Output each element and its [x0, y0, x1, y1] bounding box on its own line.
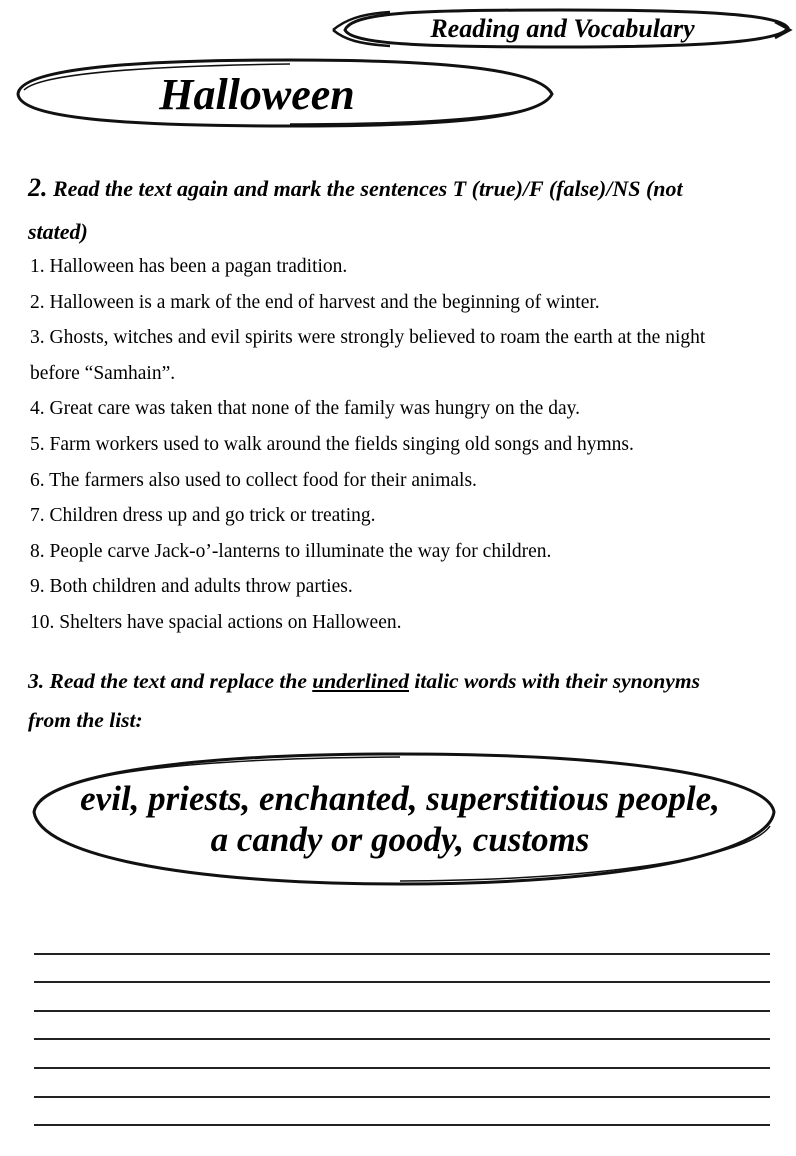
- word-bank-line1: evil, priests, enchanted, superstitious people,: [80, 779, 720, 818]
- statement-list: [30, 249, 780, 641]
- answer-line[interactable]: [34, 1069, 770, 1098]
- answer-line[interactable]: [34, 955, 770, 984]
- answer-line[interactable]: [34, 983, 770, 1012]
- statement-item: 6. The farmers also used to collect food for their animals.: [30, 469, 477, 491]
- task3-heading-underlined: underlined: [312, 669, 410, 693]
- word-bank-line2: a candy or goody, customs: [210, 820, 590, 859]
- statement-item: 9. Both children and adults throw parties.: [30, 576, 353, 598]
- statement-item: 10. Shelters have spacial actions on Halloween.: [30, 611, 402, 633]
- task2-heading-line1: Read the text again and mark the sentences T (true)/F (false)/NS (not: [53, 176, 683, 201]
- statement-item: 2. Halloween is a mark of the end of harvest and the beginning of winter.: [30, 291, 600, 313]
- statement-item: 8. People carve Jack-o’-lanterns to illuminate the way for children.: [30, 540, 552, 562]
- statement-item: 1. Halloween has been a pagan tradition.: [30, 256, 348, 277]
- statement-item: 4. Great care was taken that none of the family was hungry on the day.: [30, 398, 580, 420]
- task2-heading: [28, 166, 788, 253]
- statement-item: 7. Children dress up and go trick or treating.: [30, 505, 376, 527]
- statement-item: 3. Ghosts, witches and evil spirits were strongly believed to roam the earth at the night: [30, 327, 706, 349]
- statement-item: before “Samhain”.: [30, 362, 176, 384]
- word-bank: [40, 778, 760, 860]
- task2-heading-line2: stated): [28, 219, 88, 244]
- answer-lines: [34, 926, 770, 1126]
- answer-line[interactable]: [34, 1040, 770, 1069]
- subject-label: Reading and Vocabulary: [430, 14, 695, 43]
- task3-heading-before: 3. Read the text and replace the: [28, 669, 313, 693]
- statement-item: 5. Farm workers used to walk around the fields singing old songs and hymns.: [30, 433, 634, 455]
- task3-heading-line2: from the list:: [28, 708, 143, 732]
- task3-heading: [28, 662, 788, 740]
- task2-number: 2.: [28, 173, 48, 202]
- answer-line[interactable]: [34, 1098, 770, 1127]
- task3-heading-after: italic words with their synonyms: [409, 669, 700, 693]
- page-title: Halloween: [159, 69, 355, 119]
- answer-line[interactable]: [34, 1012, 770, 1041]
- answer-line[interactable]: [34, 926, 770, 955]
